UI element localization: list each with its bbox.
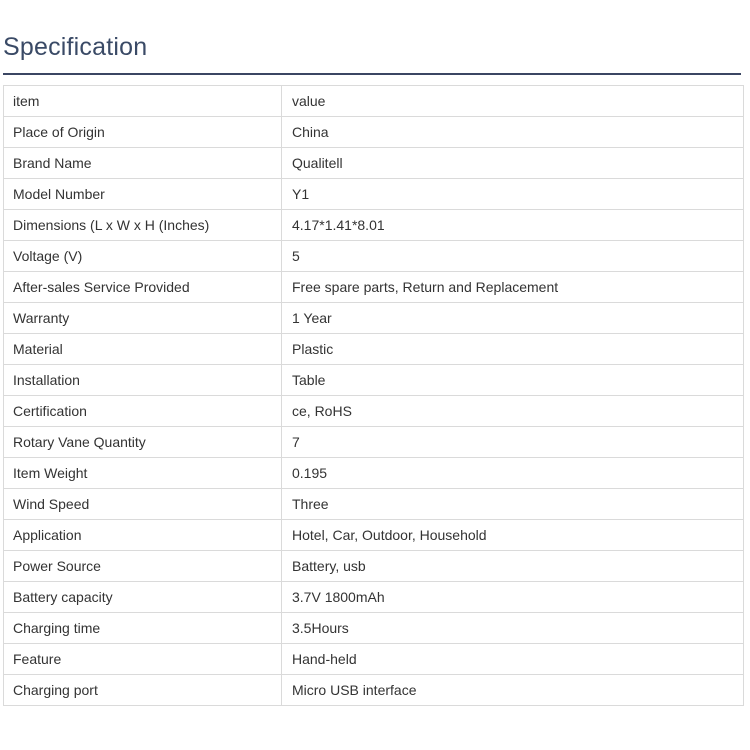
table-row [4,396,744,427]
value-cell: Battery, usb [282,551,744,582]
value-cell: Plastic [282,334,744,365]
value-cell: Table [282,365,744,396]
value-cell: 4.17*1.41*8.01 [282,210,744,241]
item-cell: Warranty [4,303,282,334]
table-row [4,334,744,365]
item-cell: Installation [4,365,282,396]
value-cell: Three [282,489,744,520]
item-cell: Model Number [4,179,282,210]
value-cell: China [282,117,744,148]
table-row [4,582,744,613]
item-cell: Material [4,334,282,365]
value-cell: 0.195 [282,458,744,489]
table-row [4,489,744,520]
value-cell: Y1 [282,179,744,210]
item-cell: Dimensions (L x W x H (Inches) [4,210,282,241]
table-row [4,210,744,241]
item-cell: Certification [4,396,282,427]
table-row [4,303,744,334]
item-cell: Charging port [4,675,282,706]
value-cell: Micro USB interface [282,675,744,706]
item-cell: After-sales Service Provided [4,272,282,303]
item-cell: Battery capacity [4,582,282,613]
table-row [4,365,744,396]
table-row [4,644,744,675]
value-cell: Hand-held [282,644,744,675]
header-value-cell: value [282,86,744,117]
value-cell: Free spare parts, Return and Replacement [282,272,744,303]
table-row [4,675,744,706]
table-row [4,179,744,210]
value-cell: 3.7V 1800mAh [282,582,744,613]
item-cell: Brand Name [4,148,282,179]
table-row [4,613,744,644]
item-cell: Voltage (V) [4,241,282,272]
table-row [4,241,744,272]
specification-table [3,85,744,706]
table-row [4,148,744,179]
page-title: Specification [3,33,148,61]
table-row [4,272,744,303]
table-row [4,458,744,489]
table-row [4,520,744,551]
title-divider [3,73,741,75]
value-cell: Hotel, Car, Outdoor, Household [282,520,744,551]
value-cell: 7 [282,427,744,458]
item-cell: Wind Speed [4,489,282,520]
item-cell: Charging time [4,613,282,644]
table-header-row [4,86,744,117]
value-cell: 3.5Hours [282,613,744,644]
table-row [4,427,744,458]
item-cell: Rotary Vane Quantity [4,427,282,458]
header-item-cell: item [4,86,282,117]
item-cell: Application [4,520,282,551]
item-cell: Feature [4,644,282,675]
value-cell: 5 [282,241,744,272]
value-cell: Qualitell [282,148,744,179]
item-cell: Power Source [4,551,282,582]
value-cell: 1 Year [282,303,744,334]
value-cell: ce, RoHS [282,396,744,427]
table-row [4,117,744,148]
item-cell: Item Weight [4,458,282,489]
table-row [4,551,744,582]
item-cell: Place of Origin [4,117,282,148]
